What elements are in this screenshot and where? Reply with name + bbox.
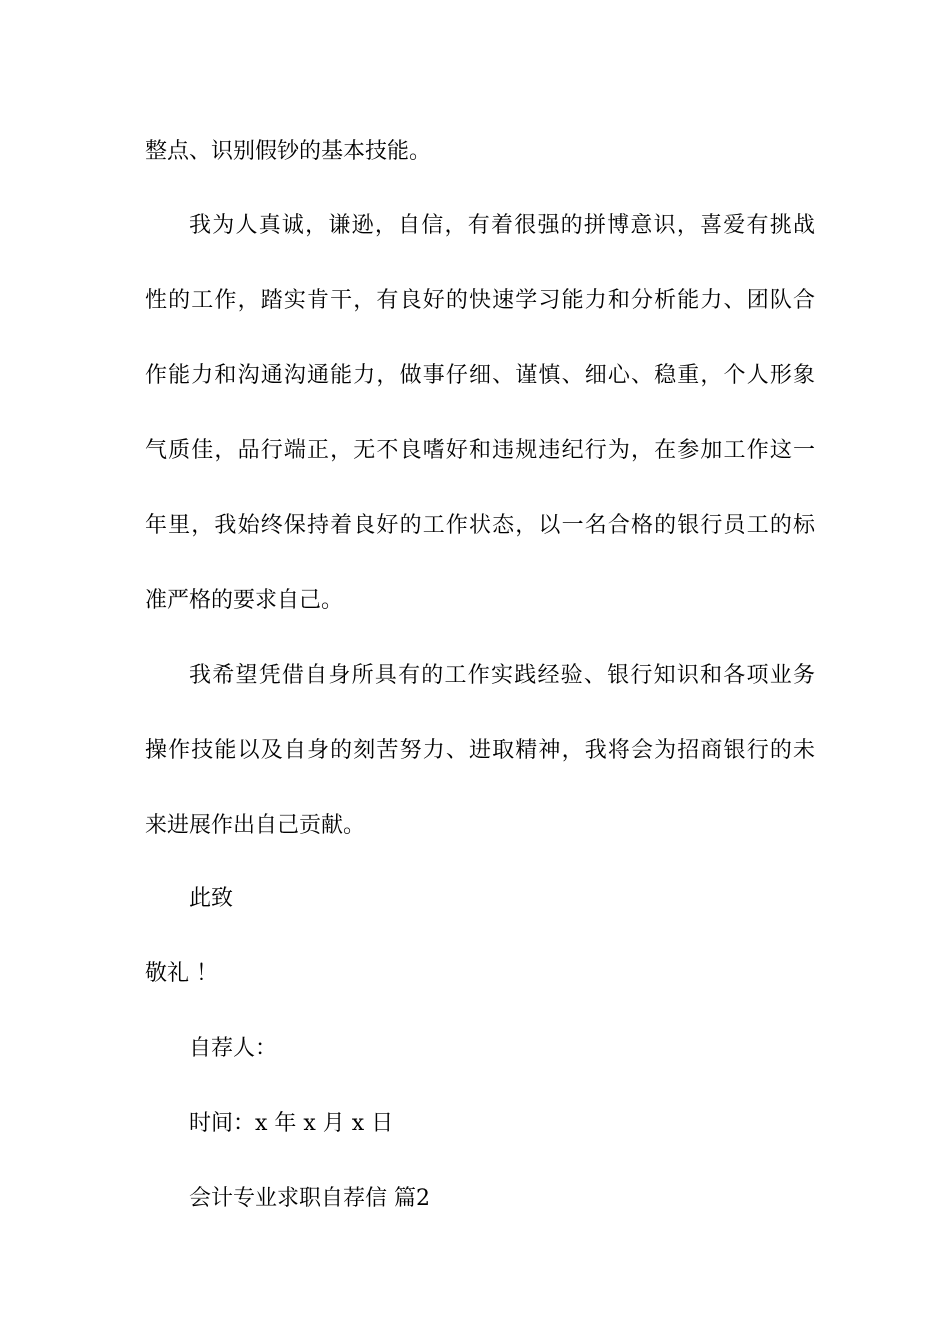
closing-line: 此致 <box>189 886 234 911</box>
paragraph-line: 我为人真诚，谦逊，自信，有着很强的拼博意识，喜爱有挑战 <box>189 213 815 238</box>
section-heading: 会计专业求职自荐信 篇2 <box>189 1186 430 1211</box>
paragraph-line: 操作技能以及自身的刻苦努力、进取精神，我将会为招商银行的未 <box>145 738 815 763</box>
paragraph-line: 年里，我始终保持着良好的工作状态，以一名合格的银行员工的标 <box>145 513 815 538</box>
date-line: 时间：x 年 x 月 x 日 <box>189 1111 394 1136</box>
salutation-line: 敬礼 ！ <box>145 961 218 986</box>
paragraph-line: 准严格的要求自己。 <box>145 588 344 613</box>
signature-line: 自荐人： <box>189 1036 278 1061</box>
paragraph-line: 整点、识别假钞的基本技能。 <box>145 139 432 164</box>
paragraph-line: 作能力和沟通沟通能力，做事仔细、谨慎、细心、稳重，个人形象 <box>145 363 815 388</box>
paragraph-line: 我希望凭借自身所具有的工作实践经验、银行知识和各项业务 <box>189 663 815 688</box>
paragraph-line: 性的工作，踏实肯干，有良好的快速学习能力和分析能力、团队合 <box>145 288 815 313</box>
paragraph-line: 来进展作出自己贡献。 <box>145 813 366 838</box>
paragraph-line: 气质佳，品行端正，无不良嗜好和违规违纪行为，在参加工作这一 <box>145 438 815 463</box>
